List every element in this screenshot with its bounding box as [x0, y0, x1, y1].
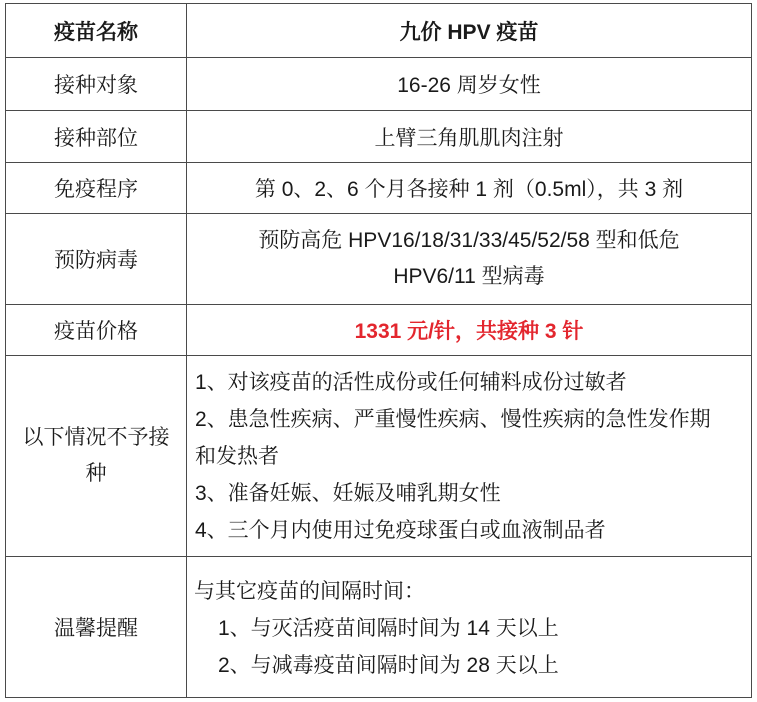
reminder-item: 2、与减毒疫苗间隔时间为 28 天以上 — [218, 654, 559, 677]
contraindication-item: 1、对该疫苗的活性成份或任何辅料成份过敏者 — [195, 370, 627, 394]
price-label-cell — [6, 305, 187, 356]
target-group-value: 16-26 周岁女性 — [397, 74, 541, 97]
reminder-list — [194, 573, 559, 684]
target-group-label: 接种对象 — [54, 74, 138, 97]
vaccine-name: 九价 HPV 疫苗 — [399, 20, 539, 44]
contraindications-label-cell — [6, 356, 187, 557]
target-group-label-cell — [6, 58, 187, 111]
reminder-label: 温馨提醒 — [54, 617, 138, 640]
schedule-value: 第 0、2、6 个月各接种 1 剂（0.5ml），共 3 剂 — [254, 178, 684, 201]
header-label-cell — [6, 4, 187, 58]
hpv-vaccine-info-table — [5, 3, 752, 698]
prevented-virus-label: 预防病毒 — [54, 249, 138, 272]
reminder-intro: 与其它疫苗的间隔时间： — [194, 580, 425, 603]
prevented-virus-line: 预防高危 HPV16/18/31/33/45/52/58 型和低危 — [258, 229, 680, 252]
injection-site-value-cell — [187, 111, 752, 163]
contraindication-item: 4、三个月内使用过免疫球蛋白或血液制品者 — [195, 518, 606, 542]
contraindication-item: 3、准备妊娠、妊娠及哺乳期女性 — [195, 481, 501, 505]
schedule-label: 免疫程序 — [54, 178, 138, 201]
contraindication-item: 2、患急性疾病、严重慢性疾病、慢性疾病的急性发作期和发热者 — [195, 407, 711, 468]
contraindications-value-cell — [187, 356, 752, 557]
injection-site-label: 接种部位 — [54, 126, 138, 150]
prevented-virus-value-cell — [187, 214, 752, 305]
injection-site-value: 上臂三角肌肌肉注射 — [374, 126, 564, 150]
reminder-item: 1、与灭活疫苗间隔时间为 14 天以上 — [218, 617, 559, 640]
schedule-label-cell — [6, 163, 187, 214]
header-value-cell — [187, 4, 752, 58]
prevented-virus-line: HPV6/11 型病毒 — [393, 265, 545, 288]
schedule-value-cell — [187, 163, 752, 214]
target-group-value-cell — [187, 58, 752, 111]
injection-site-label-cell — [6, 111, 187, 163]
reminder-value-cell — [187, 557, 752, 698]
header-label: 疫苗名称 — [54, 20, 138, 44]
price-value: 1331 元/针，共接种 3 针 — [354, 320, 584, 343]
price-value-cell — [187, 305, 752, 356]
contraindications-label: 以下情况不予接种 — [22, 426, 170, 485]
contraindications-list — [195, 364, 720, 549]
reminder-label-cell — [6, 557, 187, 698]
price-label: 疫苗价格 — [54, 320, 138, 343]
prevented-virus-label-cell — [6, 214, 187, 305]
